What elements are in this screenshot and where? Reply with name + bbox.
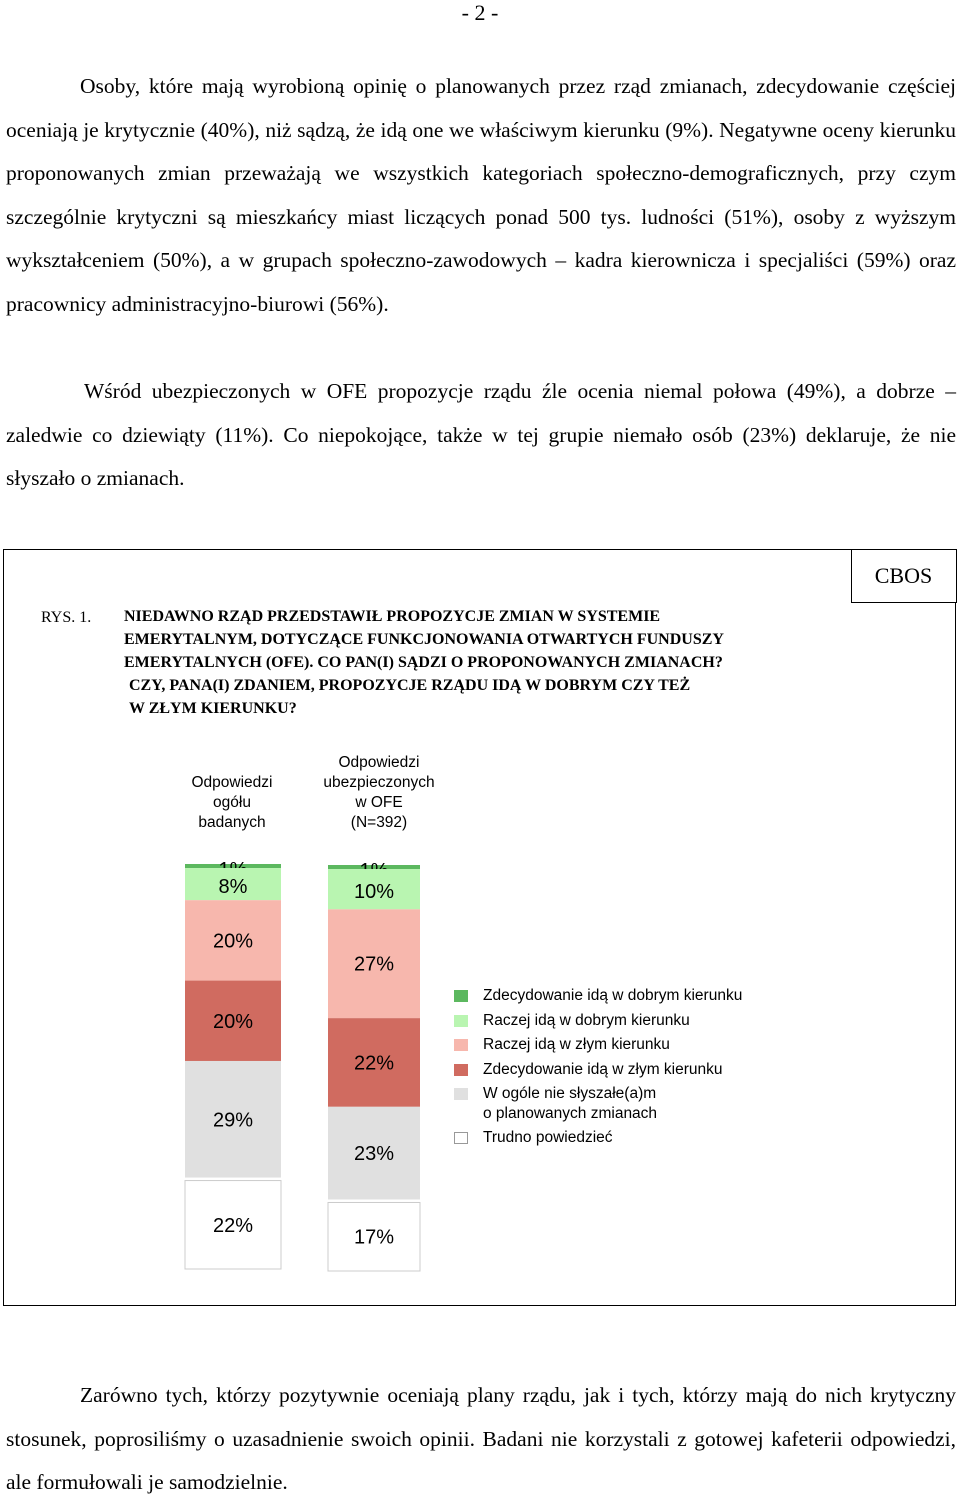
bar-value-label: 8%: [218, 876, 248, 899]
column-header-line: w OFE: [355, 794, 403, 811]
bar-value-label: 20%: [212, 930, 254, 953]
chart-legend: [454, 986, 742, 1153]
legend-label: Raczej idą w złym kierunku: [483, 1036, 670, 1053]
legend-swatch: [454, 1132, 468, 1144]
figure-title-line: W ZŁYM KIERUNKU?: [129, 700, 297, 717]
figure-title-line: CZY, PANA(I) ZDANIEM, PROPOZYCJE RZĄDU IDĄ W DOBRYM CZY TEŻ: [129, 677, 691, 694]
column-header-line: badanych: [198, 814, 266, 831]
legend-swatch: [454, 1088, 468, 1100]
cbos-logo-box: CBOS: [851, 549, 957, 603]
bar-value-label: 22%: [212, 1214, 254, 1237]
paragraph-ofe: Wśród ubezpieczonych w OFE propozycje rządu źle ocenia niemal połowa (49%), a dobrze – zaledwie co dziewiąty (11%). Co niepokojące, także w tej grupie niemało osób (23%) deklaruje, że nie słyszało o zmianach.: [6, 379, 956, 490]
legend-swatch: [454, 990, 468, 1002]
page-number: - 2 -: [461, 0, 499, 25]
column-header-line: (N=392): [350, 814, 408, 831]
legend-label: Zdecydowanie idą w dobrym kierunku: [483, 987, 743, 1004]
figure-title-line: NIEDAWNO RZĄD PRZEDSTAWIŁ PROPOZYCJE ZMIAN W SYSTEMIE: [124, 608, 661, 625]
bar-value-label: 27%: [353, 953, 395, 976]
column-header-line: ogółu: [213, 794, 251, 811]
bar-value-label: 17%: [353, 1226, 395, 1249]
bar-value-label: 10%: [353, 881, 395, 904]
column-header-line: ubezpieczonych: [323, 774, 435, 791]
legend-label: Trudno powiedzieć: [483, 1129, 613, 1146]
legend-swatch: [454, 1015, 468, 1027]
legend-label: Raczej idą w dobrym kierunku: [483, 1011, 690, 1029]
stacked-bar-chart: [4, 550, 954, 1304]
bar-value-label: 23%: [353, 1143, 395, 1166]
bar-value-label: 29%: [212, 1109, 254, 1132]
legend-label: o planowanych zmianach: [483, 1104, 658, 1122]
legend-item: [454, 1011, 742, 1031]
legend-swatch: [454, 1039, 468, 1051]
legend-item: [454, 1035, 742, 1055]
figure-title-line: EMERYTALNYCH (OFE). CO PAN(I) SĄDZI O PROPONOWANYCH ZMIANACH?: [124, 654, 723, 671]
figure-panel: [3, 549, 956, 1306]
column-header-line: Odpowiedzi: [338, 754, 420, 771]
bar-value-label: 22%: [353, 1052, 395, 1075]
legend-item: [454, 1128, 742, 1148]
legend-item: [454, 1060, 742, 1080]
figure-label: RYS. 1.: [41, 609, 92, 626]
legend-label: Zdecydowanie idą w złym kierunku: [483, 1060, 723, 1078]
paragraph-closing: Zarówno tych, którzy pozytywnie oceniają plany rządu, jak i tych, którzy mają do nich krytyczny stosunek, poprosiliśmy o uzasadnienie swoich opinii. Badani nie korzystali z gotowej kafeterii odpowiedzi, ale formułowali je samodzielnie.: [6, 1383, 956, 1494]
legend-item: [454, 1084, 742, 1123]
figure-title-line: EMERYTALNYM, DOTYCZĄCE FUNKCJONOWANIA OTWARTYCH FUNDUSZY: [124, 631, 724, 648]
paragraph-intro: Osoby, które mają wyrobioną opinię o planowanych przez rząd zmianach, zdecydowanie częściej oceniają je krytycznie (40%), niż sądzą, że idą one we właściwym kierunku (9%). Negatywne oceny kierunku proponowanych zmian przeważają we wszystkich kategoriach społeczno-demograficznych, przy czym szczególnie krytyczni są mieszkańcy miast liczących ponad 500 tys. ludności (51%), osoby z wyższym wykształceniem (50%), a w grupach społeczno-zawodowych – kadra kierownicza i specjaliści (59%) oraz pracownicy administracyjno-biurowi (56%).: [6, 74, 956, 316]
legend-item: [454, 986, 742, 1006]
legend-swatch: [454, 1064, 468, 1076]
legend-label: W ogóle nie słyszałe(a)m: [483, 1085, 657, 1102]
bar-value-label: 20%: [212, 1010, 254, 1033]
column-header-line: Odpowiedzi: [191, 774, 273, 791]
